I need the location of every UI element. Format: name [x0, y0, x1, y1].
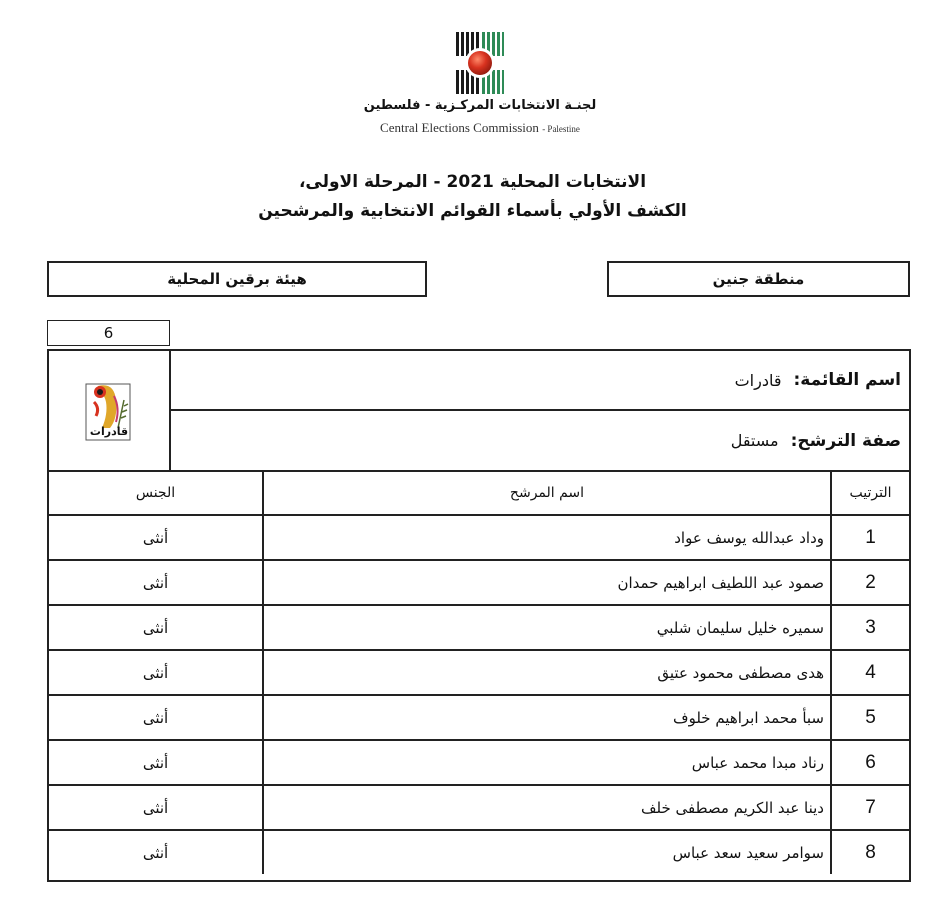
table-row	[49, 830, 909, 874]
org-name-english-suffix: - Palestine	[542, 124, 580, 134]
row-candidate-name: رناد مبدا محمد عباس	[263, 740, 831, 785]
row-candidate-name: صمود عبد اللطيف ابراهيم حمدان	[263, 560, 831, 605]
row-rank: 2	[831, 560, 909, 605]
list-logo-text: قادرات	[89, 424, 129, 438]
table-row	[49, 650, 909, 695]
org-name-english-main: Central Elections Commission	[380, 120, 539, 135]
list-name-label: اسم القائمة:	[793, 370, 901, 390]
table-row	[49, 740, 909, 785]
org-name-english	[300, 120, 660, 136]
table-row	[49, 560, 909, 605]
local-body-box: هيئة برقين المحلية	[47, 261, 427, 297]
cec-logo-icon	[455, 32, 505, 94]
row-rank: 3	[831, 605, 909, 650]
table-row	[49, 695, 909, 740]
qadirat-list-logo-icon	[84, 378, 134, 444]
org-name-arabic: لجنـة الانتخابات المركـزية - فلسطين	[363, 98, 597, 113]
row-rank: 4	[831, 650, 909, 695]
list-name-value: قادرات	[734, 370, 782, 390]
document-title-line2: الكشف الأولي بأسماء القوائم الانتخابية والمرشحين	[258, 201, 687, 221]
table-row	[49, 605, 909, 650]
row-candidate-name: وداد عبدالله يوسف عواد	[263, 515, 831, 560]
row-rank: 5	[831, 695, 909, 740]
header-gender: الجنس	[49, 471, 263, 515]
list-name-row	[171, 351, 909, 411]
list-logo-cell	[49, 351, 171, 470]
table-header-row	[49, 471, 909, 515]
candidacy-type-row	[171, 411, 909, 470]
row-gender: أنثى	[49, 650, 263, 695]
header-candidate-name: اسم المرشح	[263, 471, 831, 515]
row-candidate-name: سميره خليل سليمان شلبي	[263, 605, 831, 650]
table-row	[49, 515, 909, 560]
row-candidate-name: دينا عبد الكريم مصطفى خلف	[263, 785, 831, 830]
region-box: منطقة جنين	[607, 261, 910, 297]
row-gender: أنثى	[49, 560, 263, 605]
row-candidate-name: سبأ محمد ابراهيم خلوف	[263, 695, 831, 740]
list-number-box: 6	[47, 320, 170, 346]
row-rank: 1	[831, 515, 909, 560]
row-candidate-name: هدى مصطفى محمود عتيق	[263, 650, 831, 695]
document-title-line1: الانتخابات المحلية 2021 - المرحلة الاولى،	[298, 172, 647, 192]
candidacy-type-value: مستقل	[730, 431, 779, 450]
row-rank: 6	[831, 740, 909, 785]
row-gender: أنثى	[49, 515, 263, 560]
candidacy-type-label: صفة الترشح:	[790, 430, 901, 451]
row-gender: أنثى	[49, 830, 263, 874]
row-gender: أنثى	[49, 740, 263, 785]
candidates-table	[49, 470, 909, 874]
row-gender: أنثى	[49, 605, 263, 650]
table-row	[49, 785, 909, 830]
row-rank: 8	[831, 830, 909, 874]
row-gender: أنثى	[49, 695, 263, 740]
row-candidate-name: سوامر سعيد سعد عباس	[263, 830, 831, 874]
header-rank: الترتيب	[831, 471, 909, 515]
candidate-list-table	[47, 349, 911, 882]
row-rank: 7	[831, 785, 909, 830]
row-gender: أنثى	[49, 785, 263, 830]
